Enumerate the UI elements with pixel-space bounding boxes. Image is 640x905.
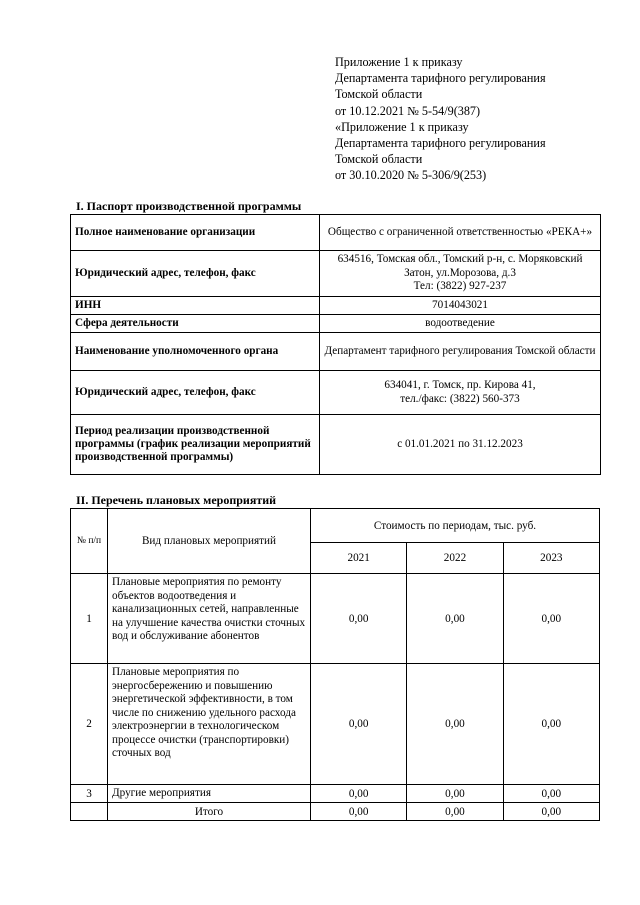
row-value: 0,00 [503,574,599,664]
plan-total-row [71,803,600,821]
plan-header-row [71,509,600,543]
section1-title: I. Паспорт производственной программы [76,199,302,213]
header-line: от 30.10.2020 № 5-306/9(253) [335,168,487,183]
section2-title: II. Перечень плановых мероприятий [76,493,277,507]
passport-label: Наименование уполномоченного органа [71,333,320,371]
header-line: Приложение 1 к приказу [335,55,463,69]
passport-value [320,251,601,297]
header-line: «Приложение 1 к приказу [335,119,469,134]
total-num-cell [71,803,108,821]
row-value: 0,00 [311,574,407,664]
row-name: Плановые мероприятия по энергосбережению и повышению энергетической эффективности, в том числе по снижению удельного расхода электроэнергии в технологическом процессе очистки (транспортировки) сточных вод [108,664,311,785]
passport-label: Период реализации производственной программы (график реализации мероприятий производственной программы) [71,415,320,475]
row-name: Плановые мероприятия по ремонту объектов водоотведения и канализационных сетей, направленные на улучшение качества очистки сточных вод и обслуживание абонентов [108,574,311,664]
passport-value: 7014043021 [320,297,601,315]
year-header: 2021 [311,543,407,574]
address-line: 634041, г. Томск, пр. Кирова 41, [384,379,536,391]
passport-row [71,297,601,315]
header-line: от 10.12.2021 № 5-54/9(387) [335,103,481,118]
row-num: 1 [71,574,108,664]
passport-row [71,333,601,371]
row-value: 0,00 [503,664,599,785]
passport-value: с 01.01.2021 по 31.12.2023 [320,415,601,475]
row-value: 0,00 [407,664,503,785]
plan-row [71,664,600,785]
plan-table [70,508,600,821]
total-value: 0,00 [503,803,599,821]
passport-table [70,214,601,475]
passport-label: ИНН [71,297,320,315]
header-line: Томской области [335,152,423,167]
col-cost-header: Стоимость по периодам, тыс. руб. [311,509,600,543]
passport-row [71,251,601,297]
passport-row [71,315,601,333]
row-value: 0,00 [407,785,503,803]
passport-value: Общество с ограниченной ответственностью «РЕКА+» [320,215,601,251]
header-line: Департамента тарифного регулирования [335,136,546,151]
passport-row [71,215,601,251]
plan-row [71,785,600,803]
total-value: 0,00 [311,803,407,821]
address-line: 634516, Томская обл., Томский р-н, с. Моряковский Затон, ул.Морозова, д.3 [337,253,583,279]
total-label: Итого [108,803,311,821]
year-header: 2022 [407,543,503,574]
passport-label: Юридический адрес, телефон, факс [71,251,320,297]
passport-value: Департамент тарифного регулирования Томской области [320,333,601,371]
passport-label: Полное наименование организации [71,215,320,251]
passport-label: Юридический адрес, телефон, факс [71,371,320,415]
plan-row [71,574,600,664]
header-line: Томской области [335,87,423,102]
passport-row [71,371,601,415]
header-line: Департамента тарифного регулирования [335,71,546,86]
col-num-header: № п/п [71,509,108,574]
phone-line: Тел: (3822) 927-237 [413,280,507,293]
row-num: 2 [71,664,108,785]
passport-row [71,415,601,475]
phone-line: тел./факс: (3822) 560-373 [400,392,520,405]
order-header [335,54,625,184]
passport-value [320,371,601,415]
year-header: 2023 [503,543,599,574]
total-value: 0,00 [407,803,503,821]
row-value: 0,00 [311,664,407,785]
passport-value: водоотведение [320,315,601,333]
col-name-header: Вид плановых мероприятий [108,509,311,574]
row-value: 0,00 [311,785,407,803]
row-value: 0,00 [503,785,599,803]
row-num: 3 [71,785,108,803]
row-name: Другие мероприятия [108,785,311,803]
row-value: 0,00 [407,574,503,664]
passport-label: Сфера деятельности [71,315,320,333]
